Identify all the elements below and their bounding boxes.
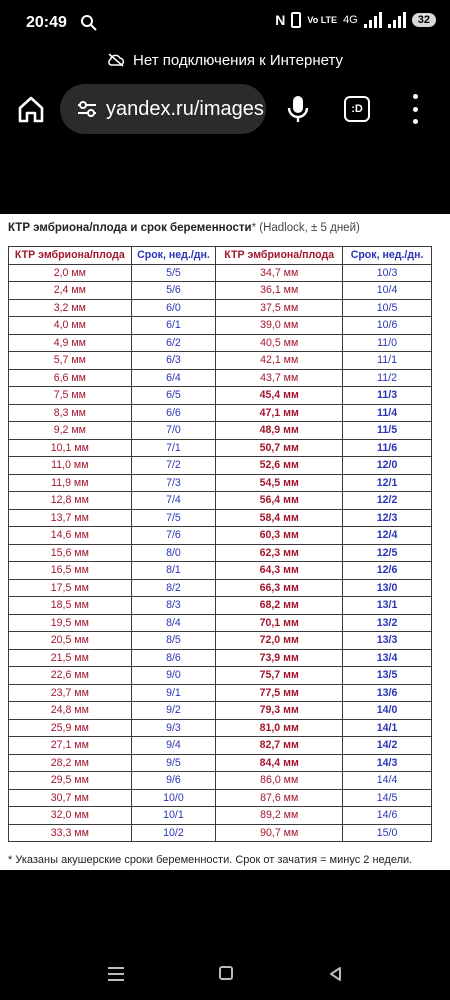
table-row (9, 824, 432, 842)
nav-home-icon[interactable] (219, 966, 233, 980)
offline-notice (0, 46, 450, 74)
nfc-icon: N (275, 12, 286, 28)
cell-ktr-right: 54,5 мм (216, 474, 343, 492)
cell-term-right: 11/4 (343, 404, 432, 422)
cell-term-left: 7/3 (131, 474, 216, 492)
cell-ktr-left: 2,4 мм (9, 282, 132, 300)
ktr-table (8, 246, 432, 842)
mic-icon[interactable] (284, 94, 312, 124)
cell-ktr-left: 29,5 мм (9, 772, 132, 790)
table-row (9, 597, 432, 615)
table-row (9, 492, 432, 510)
cell-ktr-right: 45,4 мм (216, 387, 343, 405)
cell-ktr-right: 52,6 мм (216, 457, 343, 475)
cell-term-right: 13/2 (343, 614, 432, 632)
cell-ktr-left: 5,7 мм (9, 352, 132, 370)
cell-term-left: 8/3 (131, 597, 216, 615)
table-row (9, 474, 432, 492)
table-row (9, 264, 432, 282)
site-settings-icon[interactable] (76, 98, 98, 120)
cell-ktr-right: 86,0 мм (216, 772, 343, 790)
page-title (8, 222, 360, 234)
cell-ktr-left: 17,5 мм (9, 579, 132, 597)
cell-term-left: 10/2 (131, 824, 216, 842)
cell-term-left: 10/0 (131, 789, 216, 807)
table-row (9, 334, 432, 352)
table-row (9, 649, 432, 667)
cell-term-left: 6/5 (131, 387, 216, 405)
cell-term-right: 13/3 (343, 632, 432, 650)
cell-ktr-left: 25,9 мм (9, 719, 132, 737)
cell-ktr-right: 90,7 мм (216, 824, 343, 842)
cell-term-left: 9/2 (131, 702, 216, 720)
cell-ktr-right: 47,1 мм (216, 404, 343, 422)
cell-ktr-right: 75,7 мм (216, 667, 343, 685)
table-row (9, 457, 432, 475)
cell-ktr-left: 7,5 мм (9, 387, 132, 405)
cell-term-left: 6/6 (131, 404, 216, 422)
cell-ktr-right: 77,5 мм (216, 684, 343, 702)
signal-icon-2 (388, 12, 406, 28)
footnote: * Указаны акушерские сроки беременности. Срок от зачатия = минус 2 недели. (8, 854, 413, 866)
table-row (9, 789, 432, 807)
cell-ktr-right: 43,7 мм (216, 369, 343, 387)
table-header-row (9, 247, 432, 265)
cell-ktr-right: 58,4 мм (216, 509, 343, 527)
cell-ktr-right: 73,9 мм (216, 649, 343, 667)
cell-ktr-left: 11,9 мм (9, 474, 132, 492)
cell-ktr-right: 87,6 мм (216, 789, 343, 807)
signal-icon (364, 12, 382, 28)
table-row (9, 439, 432, 457)
url-bar[interactable] (60, 84, 266, 134)
lens-icon[interactable]: :D (344, 96, 370, 122)
cell-ktr-right: 64,3 мм (216, 562, 343, 580)
offline-notice-text: Нет подключения к Интернету (133, 51, 343, 69)
cell-term-left: 8/6 (131, 649, 216, 667)
system-nav-bar (0, 940, 450, 1000)
cell-ktr-right: 48,9 мм (216, 422, 343, 440)
cell-ktr-right: 56,4 мм (216, 492, 343, 510)
cell-term-right: 11/0 (343, 334, 432, 352)
table-row (9, 807, 432, 825)
cell-term-right: 12/3 (343, 509, 432, 527)
table-row (9, 632, 432, 650)
cell-term-right: 12/6 (343, 562, 432, 580)
cell-ktr-left: 33,3 мм (9, 824, 132, 842)
table-body (9, 264, 432, 842)
table-row (9, 299, 432, 317)
cell-term-right: 13/1 (343, 597, 432, 615)
cell-term-left: 8/4 (131, 614, 216, 632)
cell-ktr-right: 84,4 мм (216, 754, 343, 772)
cell-ktr-right: 34,7 мм (216, 264, 343, 282)
cell-ktr-right: 68,2 мм (216, 597, 343, 615)
table-row (9, 737, 432, 755)
cell-ktr-left: 19,5 мм (9, 614, 132, 632)
header-term-left: Срок, нед./дн. (131, 247, 216, 265)
table-row (9, 772, 432, 790)
cell-term-right: 12/5 (343, 544, 432, 562)
cell-term-right: 14/0 (343, 702, 432, 720)
cell-ktr-left: 30,7 мм (9, 789, 132, 807)
cell-ktr-right: 60,3 мм (216, 527, 343, 545)
cell-term-right: 12/2 (343, 492, 432, 510)
cell-term-right: 11/6 (343, 439, 432, 457)
table-row (9, 702, 432, 720)
cell-term-left: 5/5 (131, 264, 216, 282)
cell-ktr-left: 14,6 мм (9, 527, 132, 545)
cell-ktr-left: 12,8 мм (9, 492, 132, 510)
cell-term-left: 6/0 (131, 299, 216, 317)
cell-ktr-right: 72,0 мм (216, 632, 343, 650)
cell-term-right: 12/0 (343, 457, 432, 475)
cell-term-right: 12/4 (343, 527, 432, 545)
cell-term-left: 8/0 (131, 544, 216, 562)
cell-term-right: 12/1 (343, 474, 432, 492)
cell-ktr-right: 50,7 мм (216, 439, 343, 457)
cell-term-right: 13/6 (343, 684, 432, 702)
table-row (9, 562, 432, 580)
more-vert-icon[interactable] (410, 94, 420, 124)
cell-ktr-left: 4,9 мм (9, 334, 132, 352)
cell-term-left: 9/5 (131, 754, 216, 772)
cell-ktr-right: 37,5 мм (216, 299, 343, 317)
cell-term-right: 10/6 (343, 317, 432, 335)
cell-term-left: 6/4 (131, 369, 216, 387)
table-row (9, 317, 432, 335)
table-row (9, 544, 432, 562)
cell-term-right: 11/1 (343, 352, 432, 370)
cell-term-right: 10/3 (343, 264, 432, 282)
page-content (0, 214, 450, 870)
cell-term-left: 9/1 (131, 684, 216, 702)
cell-term-left: 8/2 (131, 579, 216, 597)
cell-ktr-right: 66,3 мм (216, 579, 343, 597)
battery-icon: 32 (412, 13, 436, 27)
cell-term-right: 13/5 (343, 667, 432, 685)
vibrate-icon (291, 12, 301, 28)
cell-term-right: 13/0 (343, 579, 432, 597)
cell-ktr-left: 22,6 мм (9, 667, 132, 685)
cell-term-right: 14/4 (343, 772, 432, 790)
cell-term-right: 14/6 (343, 807, 432, 825)
recent-apps-icon[interactable] (108, 967, 124, 981)
cell-ktr-left: 13,7 мм (9, 509, 132, 527)
cell-term-left: 9/0 (131, 667, 216, 685)
table-row (9, 509, 432, 527)
url-text[interactable]: yandex.ru/images (106, 97, 264, 120)
table-row (9, 387, 432, 405)
cell-term-left: 7/1 (131, 439, 216, 457)
title-note: * (Hadlock, ± 5 дней) (251, 222, 360, 234)
cell-term-right: 14/1 (343, 719, 432, 737)
cell-ktr-right: 79,3 мм (216, 702, 343, 720)
cell-term-left: 8/1 (131, 562, 216, 580)
table-row (9, 754, 432, 772)
cell-term-right: 13/4 (343, 649, 432, 667)
cell-term-left: 6/1 (131, 317, 216, 335)
cell-term-right: 10/5 (343, 299, 432, 317)
cell-ktr-left: 20,5 мм (9, 632, 132, 650)
cell-term-right: 15/0 (343, 824, 432, 842)
network-type: 4G (343, 14, 358, 26)
cell-ktr-right: 40,5 мм (216, 334, 343, 352)
table-row (9, 404, 432, 422)
cell-ktr-right: 70,1 мм (216, 614, 343, 632)
cell-term-left: 5/6 (131, 282, 216, 300)
cell-term-left: 7/6 (131, 527, 216, 545)
table-row (9, 369, 432, 387)
status-icons (275, 12, 436, 28)
table-row (9, 579, 432, 597)
volte-indicator: Vo LTE (307, 14, 338, 25)
cell-ktr-right: 62,3 мм (216, 544, 343, 562)
cell-term-left: 7/2 (131, 457, 216, 475)
status-bar (0, 0, 450, 46)
cell-term-left: 9/4 (131, 737, 216, 755)
header-term-right: Срок, нед./дн. (343, 247, 432, 265)
cell-term-left: 9/6 (131, 772, 216, 790)
cell-ktr-left: 10,1 мм (9, 439, 132, 457)
cell-term-left: 7/0 (131, 422, 216, 440)
table-row (9, 422, 432, 440)
cell-ktr-left: 27,1 мм (9, 737, 132, 755)
cell-term-right: 14/2 (343, 737, 432, 755)
status-time: 20:49 (26, 14, 67, 31)
browser-toolbar (0, 74, 450, 144)
back-icon[interactable] (328, 966, 342, 982)
cell-ktr-left: 23,7 мм (9, 684, 132, 702)
cell-term-right: 14/3 (343, 754, 432, 772)
cell-ktr-left: 2,0 мм (9, 264, 132, 282)
cell-ktr-right: 36,1 мм (216, 282, 343, 300)
cell-ktr-left: 9,2 мм (9, 422, 132, 440)
cell-ktr-left: 15,6 мм (9, 544, 132, 562)
cell-term-left: 8/5 (131, 632, 216, 650)
cell-ktr-right: 42,1 мм (216, 352, 343, 370)
title-main: КТР эмбриона/плода и срок беременности (8, 222, 252, 234)
cell-ktr-left: 21,5 мм (9, 649, 132, 667)
cell-term-right: 14/5 (343, 789, 432, 807)
cell-ktr-left: 32,0 мм (9, 807, 132, 825)
cell-ktr-left: 8,3 мм (9, 404, 132, 422)
cell-term-right: 11/2 (343, 369, 432, 387)
table-row (9, 527, 432, 545)
cell-term-right: 11/5 (343, 422, 432, 440)
table-row (9, 667, 432, 685)
cell-ktr-left: 18,5 мм (9, 597, 132, 615)
header-ktr-left: КТР эмбриона/плода (9, 247, 132, 265)
table-row (9, 719, 432, 737)
cell-ktr-left: 24,8 мм (9, 702, 132, 720)
header-ktr-right: КТР эмбриона/плода (216, 247, 343, 265)
cell-term-right: 10/4 (343, 282, 432, 300)
cell-term-right: 11/3 (343, 387, 432, 405)
cloud-off-icon (107, 53, 125, 67)
home-icon[interactable] (14, 92, 48, 126)
cell-ktr-right: 81,0 мм (216, 719, 343, 737)
cell-ktr-left: 4,0 мм (9, 317, 132, 335)
cell-term-left: 7/5 (131, 509, 216, 527)
search-icon (80, 14, 98, 32)
cell-ktr-left: 3,2 мм (9, 299, 132, 317)
cell-ktr-right: 82,7 мм (216, 737, 343, 755)
cell-term-left: 10/1 (131, 807, 216, 825)
cell-ktr-left: 28,2 мм (9, 754, 132, 772)
cell-ktr-left: 6,6 мм (9, 369, 132, 387)
table-row (9, 352, 432, 370)
cell-ktr-left: 11,0 мм (9, 457, 132, 475)
table-row (9, 684, 432, 702)
cell-ktr-right: 89,2 мм (216, 807, 343, 825)
cell-term-left: 6/2 (131, 334, 216, 352)
cell-term-left: 6/3 (131, 352, 216, 370)
table-row (9, 614, 432, 632)
cell-ktr-left: 16,5 мм (9, 562, 132, 580)
cell-term-left: 9/3 (131, 719, 216, 737)
cell-term-left: 7/4 (131, 492, 216, 510)
cell-ktr-right: 39,0 мм (216, 317, 343, 335)
table-row (9, 282, 432, 300)
